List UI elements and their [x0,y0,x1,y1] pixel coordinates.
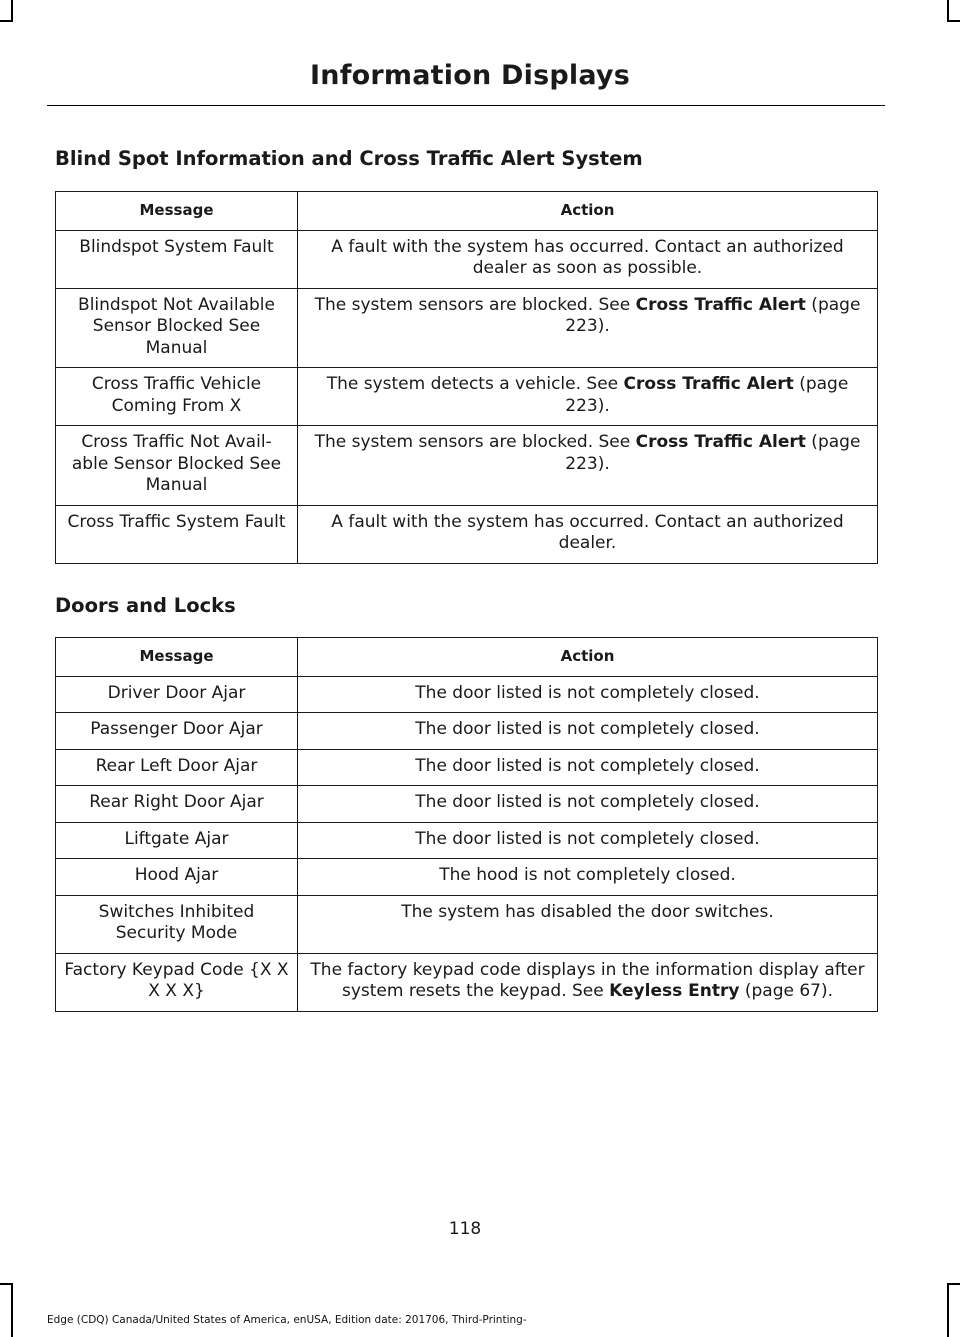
cross-reference-link: Cross Traffic Alert [623,374,794,394]
table-row [56,859,878,896]
action-text: (page 223). [565,432,861,474]
section-title-doors: Doors and Locks [55,594,236,617]
action-cell: The door listed is not completely closed. [298,786,878,823]
section-title-blind-spot: Blind Spot Information and Cross Traffic Alert System [55,147,643,170]
action-cell: The door listed is not completely closed. [298,676,878,713]
header-rule [47,105,885,106]
message-cell: Cross Traffic System Fault [56,505,298,563]
message-cell: Switches Inhibited Security Mode [56,895,298,953]
page-number: 118 [448,1219,482,1239]
table-row [56,368,878,426]
action-cell [298,953,878,1011]
crop-mark [947,1285,949,1337]
column-header-action: Action [298,638,878,677]
column-header-message: Message [56,638,298,677]
column-header-message: Message [56,192,298,231]
table-row [56,230,878,288]
action-cell [298,426,878,506]
table-row [56,288,878,368]
crop-mark [947,0,949,20]
table-row [56,713,878,750]
message-cell: Driver Door Ajar [56,676,298,713]
action-cell: The door listed is not completely closed. [298,749,878,786]
message-cell: Cross Traffic Not Avail- able Sensor Blocked See Manual [56,426,298,506]
action-text: The factory keypad code displays in the information display after system resets the keypad. See [310,959,865,1001]
action-cell: The hood is not completely closed. [298,859,878,896]
table-row [56,426,878,506]
action-text: (page 223). [565,294,861,336]
action-text: The system sensors are blocked. See [314,294,636,315]
message-cell: Passenger Door Ajar [56,713,298,750]
edition-footer: Edge (CDQ) Canada/United States of America, enUSA, Edition date: 201706, Third-Printing- [47,1314,527,1326]
crop-mark [11,0,13,20]
cross-reference-link: Cross Traffic Alert [635,294,806,315]
action-cell: The door listed is not completely closed. [298,822,878,859]
crop-mark [0,1283,13,1285]
action-cell: A fault with the system has occurred. Contact an authorized dealer as soon as possible. [298,230,878,288]
table-header-row [56,638,878,677]
action-cell [298,288,878,368]
action-text: The system detects a vehicle. See [326,374,624,394]
crop-mark [0,20,13,22]
column-header-action: Action [298,192,878,231]
table-row [56,749,878,786]
action-cell: The system has disabled the door switches. [298,895,878,953]
cross-reference-link: Keyless Entry [609,981,740,1001]
table-row [56,822,878,859]
table-header-row [56,192,878,231]
page-title: Information Displays [310,60,630,91]
table-row [56,676,878,713]
action-text: The system sensors are blocked. See [314,432,636,452]
action-text: (page 67). [739,981,834,1001]
message-cell: Blindspot Not Available Sensor Blocked See Manual [56,288,298,368]
table-row [56,953,878,1011]
blind-spot-table [55,191,878,564]
message-cell: Rear Left Door Ajar [56,749,298,786]
message-cell: Liftgate Ajar [56,822,298,859]
action-text: (page 223). [565,374,849,416]
table-row [56,505,878,563]
action-cell: The door listed is not completely closed. [298,713,878,750]
message-cell: Blindspot System Fault [56,230,298,288]
cross-reference-link: Cross Traffic Alert [635,432,806,452]
action-cell: A fault with the system has occurred. Contact an authorized dealer. [298,505,878,563]
crop-mark [947,1283,960,1285]
table-row [56,786,878,823]
crop-mark [947,20,960,22]
message-cell: Factory Keypad Code {X X X X X} [56,953,298,1011]
message-cell: Cross Traffic Vehicle Coming From X [56,368,298,426]
message-cell: Rear Right Door Ajar [56,786,298,823]
crop-mark [11,1285,13,1337]
table-row [56,895,878,953]
message-cell: Hood Ajar [56,859,298,896]
action-cell [298,368,878,426]
doors-table [55,637,878,1012]
